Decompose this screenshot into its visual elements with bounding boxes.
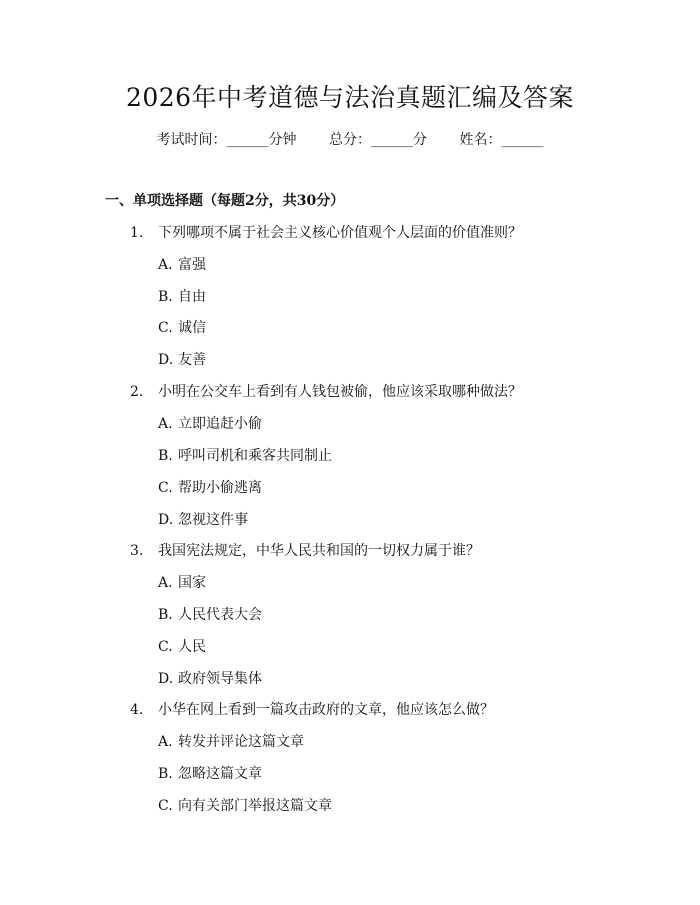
question-number: 4. (130, 702, 144, 718)
option-text: 帮助小偷逃离 (178, 480, 262, 496)
option-letter: B. (158, 766, 173, 782)
option-4c (158, 796, 332, 816)
option-1a (158, 255, 206, 275)
option-letter: C. (158, 480, 173, 496)
option-text: 诚信 (178, 320, 206, 336)
option-1c (158, 318, 206, 338)
student-name-field: 姓名：______ (459, 132, 544, 148)
question-number: 2. (130, 384, 144, 400)
question-3 (130, 541, 480, 561)
option-letter: D. (158, 671, 174, 687)
option-letter: A. (158, 416, 173, 432)
option-text: 忽视这件事 (178, 512, 248, 528)
option-letter: C. (158, 639, 173, 655)
option-text: 呼叫司机和乘客共同制止 (178, 448, 332, 464)
total-score-field: 总分：______分 (329, 132, 427, 148)
option-text: 友善 (178, 352, 206, 368)
option-1b (158, 287, 206, 307)
option-text: 国家 (178, 575, 206, 591)
option-letter: A. (158, 575, 173, 591)
option-text: 政府领导集体 (178, 671, 262, 687)
option-4a (158, 732, 304, 752)
question-text: 小明在公交车上看到有人钱包被偷，他应该采取哪种做法？ (158, 384, 522, 400)
section-heading: 一、单项选择题（每题2分，共30分） (105, 193, 345, 209)
question-text: 小华在网上看到一篇攻击政府的文章，他应该怎么做？ (158, 702, 494, 718)
option-text: 向有关部门举报这篇文章 (178, 798, 332, 814)
question-2 (130, 382, 522, 402)
option-1d (158, 350, 206, 370)
option-4b (158, 764, 262, 784)
question-4 (130, 700, 494, 720)
option-2d (158, 510, 248, 530)
option-text: 自由 (178, 289, 206, 305)
question-number: 1. (130, 225, 144, 241)
option-letter: C. (158, 798, 173, 814)
option-2c (158, 478, 262, 498)
option-text: 立即追赶小偷 (178, 416, 262, 432)
option-text: 转发并评论这篇文章 (178, 734, 304, 750)
option-letter: A. (158, 257, 173, 273)
option-3c (158, 637, 206, 657)
option-letter: D. (158, 512, 174, 528)
option-letter: D. (158, 352, 174, 368)
page-title: 2026年中考道德与法治真题汇编及答案 (125, 83, 575, 112)
option-text: 人民 (178, 639, 206, 655)
option-text: 人民代表大会 (178, 607, 262, 623)
option-letter: B. (158, 289, 173, 305)
exam-info-row (0, 130, 700, 150)
question-text: 下列哪项不属于社会主义核心价值观个人层面的价值准则？ (158, 225, 522, 241)
option-letter: B. (158, 607, 173, 623)
question-text: 我国宪法规定，中华人民共和国的一切权力属于谁？ (158, 543, 480, 559)
option-text: 富强 (178, 257, 206, 273)
question-1 (130, 223, 522, 243)
option-3a (158, 573, 206, 593)
option-letter: B. (158, 448, 173, 464)
option-3d (158, 669, 262, 689)
question-number: 3. (130, 543, 144, 559)
option-2b (158, 446, 332, 466)
exam-time-field: 考试时间：______分钟 (156, 132, 297, 148)
option-letter: C. (158, 320, 173, 336)
option-text: 忽略这篇文章 (178, 766, 262, 782)
option-2a (158, 414, 262, 434)
option-3b (158, 605, 262, 625)
option-letter: A. (158, 734, 173, 750)
